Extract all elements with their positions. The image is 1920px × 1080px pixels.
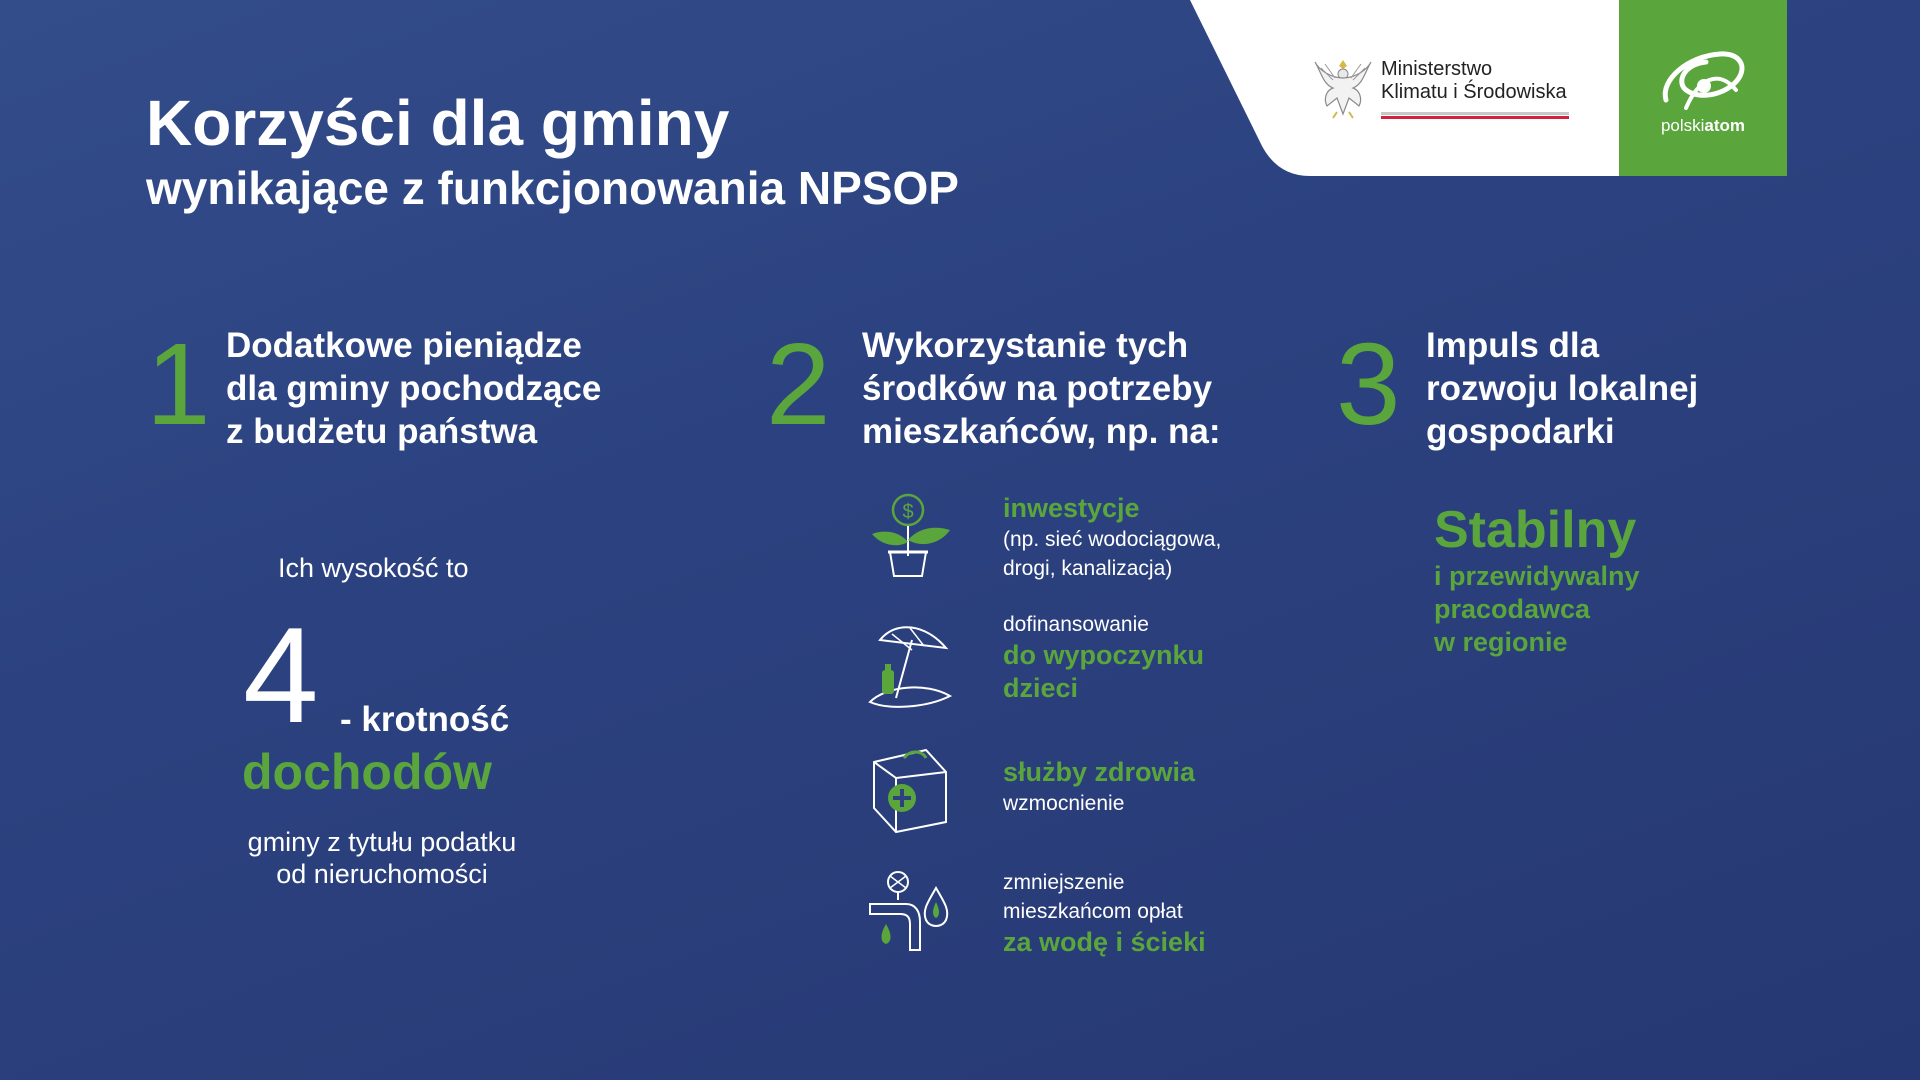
amount-intro: Ich wysokość to xyxy=(278,553,469,583)
multiplier-number: 4 xyxy=(243,599,319,751)
polskiatom-logo xyxy=(1640,50,1766,140)
income-label: dochodów xyxy=(242,744,492,800)
stable-employer-description: i przewidywalny pracodawca w regionie xyxy=(1434,561,1640,657)
multiplier-label: - krotność xyxy=(340,700,510,739)
column1-number: 1 xyxy=(146,319,211,449)
eagle-emblem-icon xyxy=(1313,54,1373,120)
umbrella-icon xyxy=(866,620,952,712)
column3-number: 3 xyxy=(1336,319,1401,449)
column2-heading: Wykorzystanie tych środków na potrzeby mieszkańców, np. na: xyxy=(862,326,1221,451)
water-tap-icon xyxy=(866,868,952,960)
item-health: służby zdrowia wzmocnienie xyxy=(1003,757,1196,815)
column3-heading: Impuls dla rozwoju lokalnej gospodarki xyxy=(1426,326,1699,451)
flag-stripe-red xyxy=(1381,116,1569,119)
svg-text:$: $ xyxy=(902,501,914,523)
stable-employer-title: Stabilny xyxy=(1434,501,1637,559)
ministry-name-line1: Ministerstwo xyxy=(1381,58,1493,80)
ministry-name-line2: Klimatu i Środowiska xyxy=(1381,81,1567,103)
page-subtitle: wynikające z funkcjonowania NPSOP xyxy=(146,162,959,214)
item-investments: inwestycje (np. sieć wodociągowa, drogi, kanalizacja) xyxy=(1003,493,1222,580)
ministry-logo xyxy=(1313,52,1583,127)
plant-coin-icon xyxy=(868,490,954,582)
page-title: Korzyści dla gminy xyxy=(146,87,730,159)
column2-number: 2 xyxy=(766,319,831,449)
first-aid-kit-icon xyxy=(866,742,952,834)
flag-stripe-white xyxy=(1381,112,1569,115)
tax-description: gminy z tytułu podatku od nieruchomości xyxy=(247,827,517,889)
column1-heading: Dodatkowe pieniądze dla gminy pochodzące z budżetu państwa xyxy=(226,326,602,451)
polskiatom-wordmark: polskiatom xyxy=(1660,116,1746,135)
item-children-rest: dofinansowanie do wypoczynku dzieci xyxy=(1003,613,1205,703)
item-water-fees: zmniejszenie mieszkańcom opłat za wodę i ścieki xyxy=(1003,871,1206,957)
atom-icon xyxy=(1658,50,1748,112)
